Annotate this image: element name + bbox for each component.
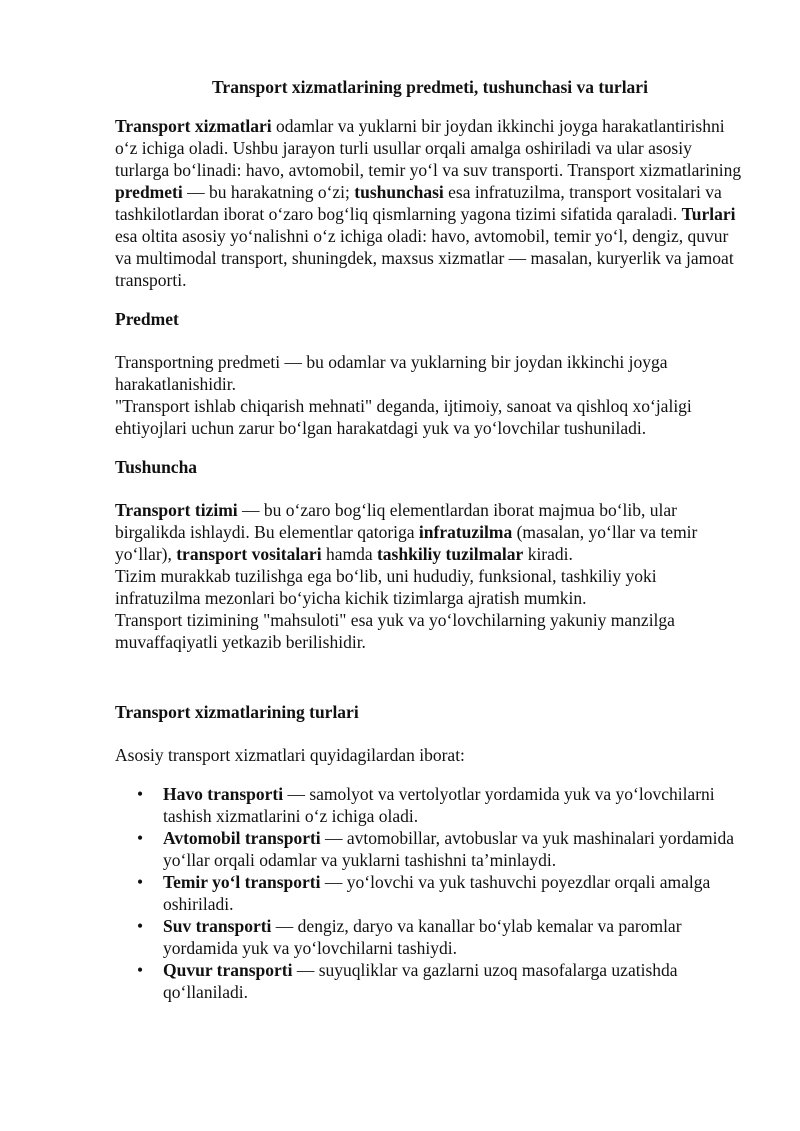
predmet-line-2: "Transport ishlab chiqarish mehnati" deganda, ijtimoiy, sanoat va qishloq xo‘jaligi ehtiyojlari uchun zarur bo‘lgan harakatdagi yuk va yo‘lovchilar tushuniladi. [115, 396, 692, 438]
tushuncha-line-2: Tizim murakkab tuzilishga ega bo‘lib, uni hududiy, funksional, tashkiliy yoki infratuzilma mezonlari bo‘yicha kichik tizimlarga ajratish mumkin. [115, 566, 657, 608]
spacer [115, 653, 745, 701]
tushuncha-line-1: Transport tizimi — bu o‘zaro bog‘liq elementlardan iborat majmua bo‘lib, ular birgalikda ishlaydi. Bu elementlar qatoriga infratuzilma (masalan, yo‘llar va temir yo‘llar), transport vositalari hamda tashkiliy tuzilmalar kiradi. [115, 500, 698, 564]
bullet-icon: • [137, 828, 144, 848]
intro-bold-turlari: Turlari [681, 204, 736, 224]
intro-bold-term: Transport xizmatlari [115, 116, 272, 136]
bullet-icon: • [137, 872, 144, 892]
bullet-icon: • [137, 784, 144, 804]
predmet-line-1: Transportning predmeti — bu odamlar va yuklarning bir joydan ikkinchi joyga harakatlanishidir. [115, 352, 668, 394]
list-item: • Temir yo‘l transporti — yo‘lovchi va yuk tashuvchi poyezdlar orqali amalga oshiriladi. [137, 872, 711, 914]
section-heading-turlari: Transport xizmatlarining turlari [115, 702, 359, 722]
bullet-icon: • [137, 916, 144, 936]
intro-paragraph: Transport xizmatlari odamlar va yuklarni bir joydan ikkinchi joyga harakatlantirishni o‘z ichiga oladi. Ushbu jarayon turli usullar orqali amalga oshiriladi va ular asosiy turlarga bo‘linadi: havo, avtomobil, temir yo‘l va suv transporti. Transport xizmatlarining predmeti — bu harakatning o‘zi; tushunchasi esa infratuzilma, transport vositalari va tashkilotlardan iborat o‘zaro bog‘liq qismlarning yagona tizimi sifatida qaraladi. Turlari esa oltita asosiy yo‘nalishni o‘z ichiga oladi: havo, avtomobil, temir yo‘l, dengiz, quvur va multimodal transport, shuningdek, maxsus xizmatlar — masalan, kuryerlik va jamoat transporti. [115, 116, 742, 290]
intro-bold-tushunchasi: tushunchasi [354, 182, 444, 202]
section-heading-tushuncha: Tushuncha [115, 457, 198, 477]
section-heading-predmet: Predmet [115, 309, 179, 329]
intro-bold-predmeti: predmeti [115, 182, 183, 202]
document-title: Transport xizmatlarining predmeti, tushunchasi va turlari [212, 77, 648, 97]
list-item: • Suv transporti — dengiz, daryo va kanallar bo‘ylab kemalar va paromlar yordamida yuk va yo‘lovchilarni tashiydi. [137, 916, 682, 958]
document-page [115, 76, 745, 1003]
list-item: • Havo transporti — samolyot va vertolyotlar yordamida yuk va yo‘lovchilarni tashish xizmatlarini o‘z ichiga oladi. [137, 784, 715, 826]
list-item: • Quvur transporti — suyuqliklar va gazlarni uzoq masofalarga uzatishda qo‘llaniladi. [137, 960, 678, 1002]
bullet-icon: • [137, 960, 144, 980]
turlari-intro: Asosiy transport xizmatlari quyidagilardan iborat: [115, 745, 465, 765]
list-item: • Avtomobil transporti — avtomobillar, avtobuslar va yuk mashinalari yordamida yo‘llar orqali odamlar va yuklarni tashishni ta’minlaydi. [137, 828, 735, 870]
tushuncha-line-3: Transport tizimining "mahsuloti" esa yuk va yo‘lovchilarning yakuniy manzilga muvaffaqiyatli yetkazib berilishidir. [115, 610, 675, 652]
transport-types-list [115, 783, 745, 1003]
